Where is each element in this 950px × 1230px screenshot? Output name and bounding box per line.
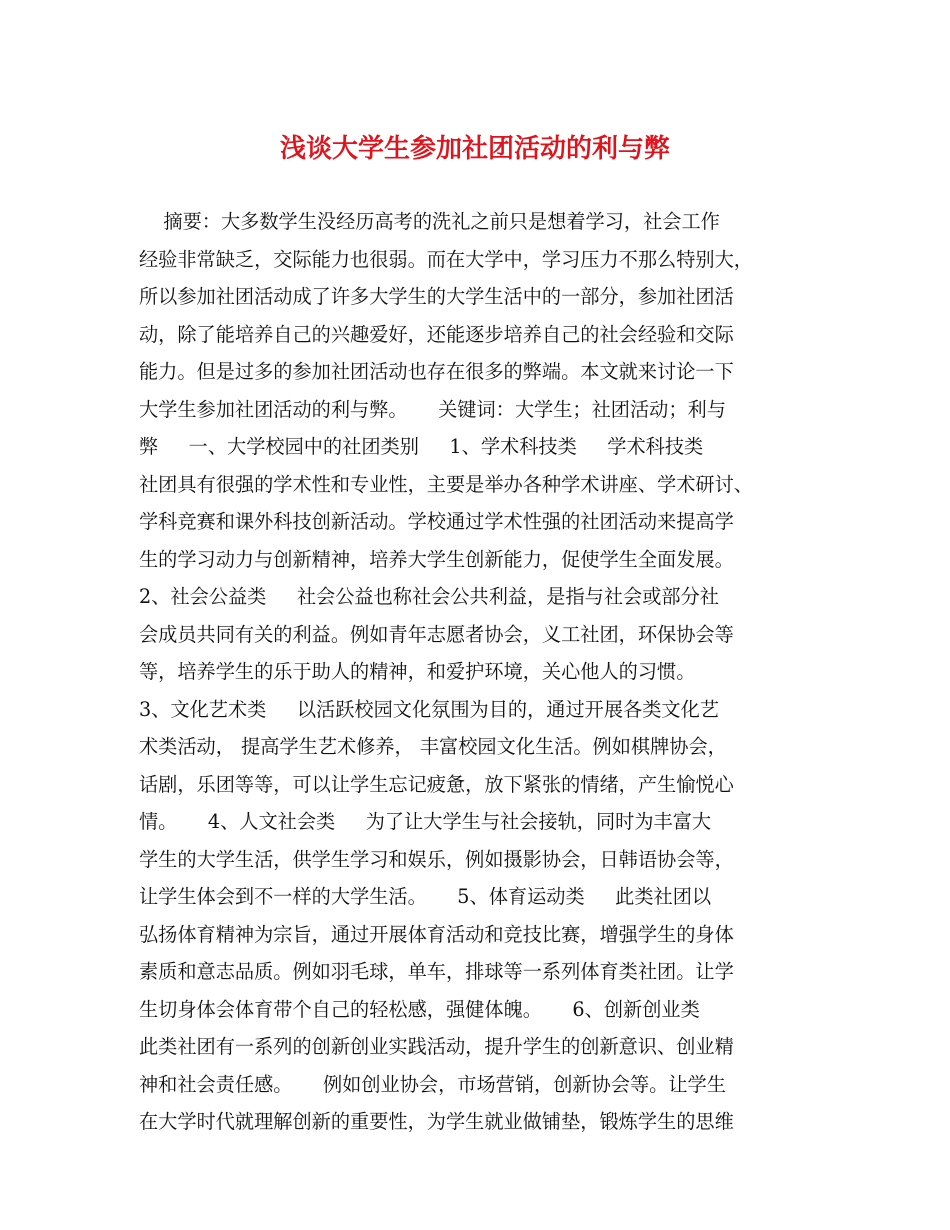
body-line: 摘要：大多数学生没经历高考的洗礼之前只是想着学习，社会工作 [139,210,720,233]
document-title: 浅谈大学生参加社团活动的利与弊 [279,134,670,164]
body-line: 动，除了能培养自己的兴趣爱好，还能逐步培养自己的社会经验和交际 [139,322,734,346]
body-line: 此类社团有一系列的创新创业实践活动，提升学生的创新意识、创业精 [139,1035,734,1058]
body-line: 话剧，乐团等等，可以让学生忘记疲惫，放下紧张的情绪，产生愉悦心 [139,772,734,796]
body-line: 生的学习动力与创新精神，培养大学生创新能力，促使学生全面发展。 [139,547,734,571]
body-line: 会成员共同有关的利益。例如青年志愿者协会，义工社团，环保协会等 [139,622,734,646]
body-line: 经验非常缺乏，交际能力也很弱。而在大学中，学习压力不那么特别大， [139,247,753,271]
body-line: 情。 4、人文社会类 为了让大学生与社会接轨，同时为丰富大 [139,810,712,833]
body-line: 弘扬体育精神为宗旨，通过开展体育活动和竞技比赛，增强学生的身体 [139,922,734,946]
body-line: 等，培养学生的乐于助人的精神，和爱护环境，关心他人的习惯。 [139,660,696,683]
body-line: 大学生参加社团活动的利与弊。 关键词：大学生；社团活动；利与 [139,397,726,421]
body-line: 学科竞赛和课外科技创新活动。学校通过学术性强的社团活动来提高学 [139,510,734,533]
body-line: 学生的大学生活，供学生学习和娱乐，例如摄影协会，日韩语协会等， [139,847,734,871]
body-line: 2、社会公益类 社会公益也称社会公共利益，是指与社会或部分社 [139,585,719,608]
document-body [139,203,819,1141]
body-line: 所以参加社团活动成了许多大学生的大学生活中的一部分，参加社团活 [139,285,734,308]
body-line: 神和社会责任感。 例如创业协会，市场营销，创新协会等。让学生 [139,1072,726,1096]
body-line: 让学生体会到不一样的大学生活。 5、体育运动类 此类社团以 [139,885,712,908]
body-line: 3、文化艺术类 以活跃校园文化氛围为目的，通过开展各类文化艺 [139,697,719,721]
body-line: 社团具有很强的学术性和专业性，主要是举办各种学术讲座、学术研讨、 [139,472,753,496]
body-line: 在大学时代就理解创新的重要性，为学生就业做铺垫，锻炼学生的思维 [139,1110,734,1133]
body-line: 弊 一、大学校园中的社团类别 1、学术科技类 学术科技类 [139,435,704,458]
body-line: 能力。但是过多的参加社团活动也存在很多的弊端。本文就来讨论一下 [139,360,734,383]
body-line: 术类活动， 提高学生艺术修养， 丰富校园文化生活。例如棋牌协会， [139,735,727,758]
body-line: 素质和意志品质。例如羽毛球，单车，排球等一系列体育类社团。让学 [139,960,734,983]
body-line: 生切身体会体育带个自己的轻松感，强健体魄。 6、创新创业类 [139,997,700,1021]
